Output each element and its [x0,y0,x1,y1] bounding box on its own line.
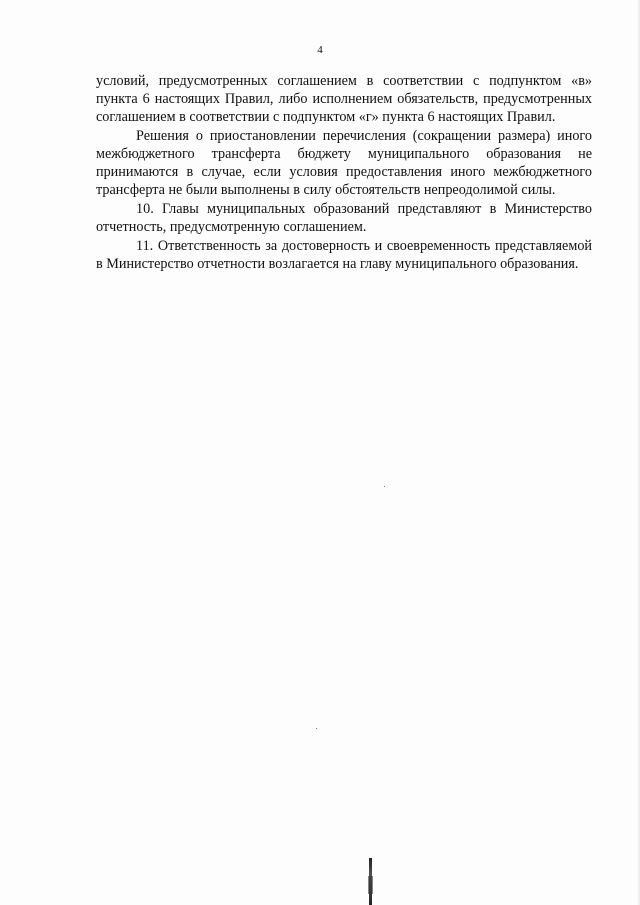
scan-artifact-blot [368,876,373,894]
page-number: 4 [317,44,323,56]
paragraph-suspension-decisions: Решения о приостановлении перечисления (сокращении размера) иного межбюджетного трансферта бюджету муниципального образования не принимаются в случае, если условия предоставления иного межбюджетного трансферта не были выполнены в силу обстоятельств непреодолимой силы. [96,128,592,198]
paragraph-item-10: 10. Главы муниципальных образований представляют в Министерство отчетность, предусмотренную соглашением. [96,201,592,235]
scan-speck [316,728,317,729]
scan-speck [384,486,385,487]
paragraph-continuation: условий, предусмотренных соглашением в соответствии с подпунктом «в» пункта 6 настоящих Правил, либо исполнением обязательств, предусмотренных соглашением в соответствии с подпунктом «г» пункта 6 настоящих Правил. [96,73,592,125]
paragraph-item-11: 11. Ответственность за достоверность и своевременность представляемой в Министерство отчетности возлагается на главу муниципального образования. [96,238,592,272]
document-body [96,72,592,273]
